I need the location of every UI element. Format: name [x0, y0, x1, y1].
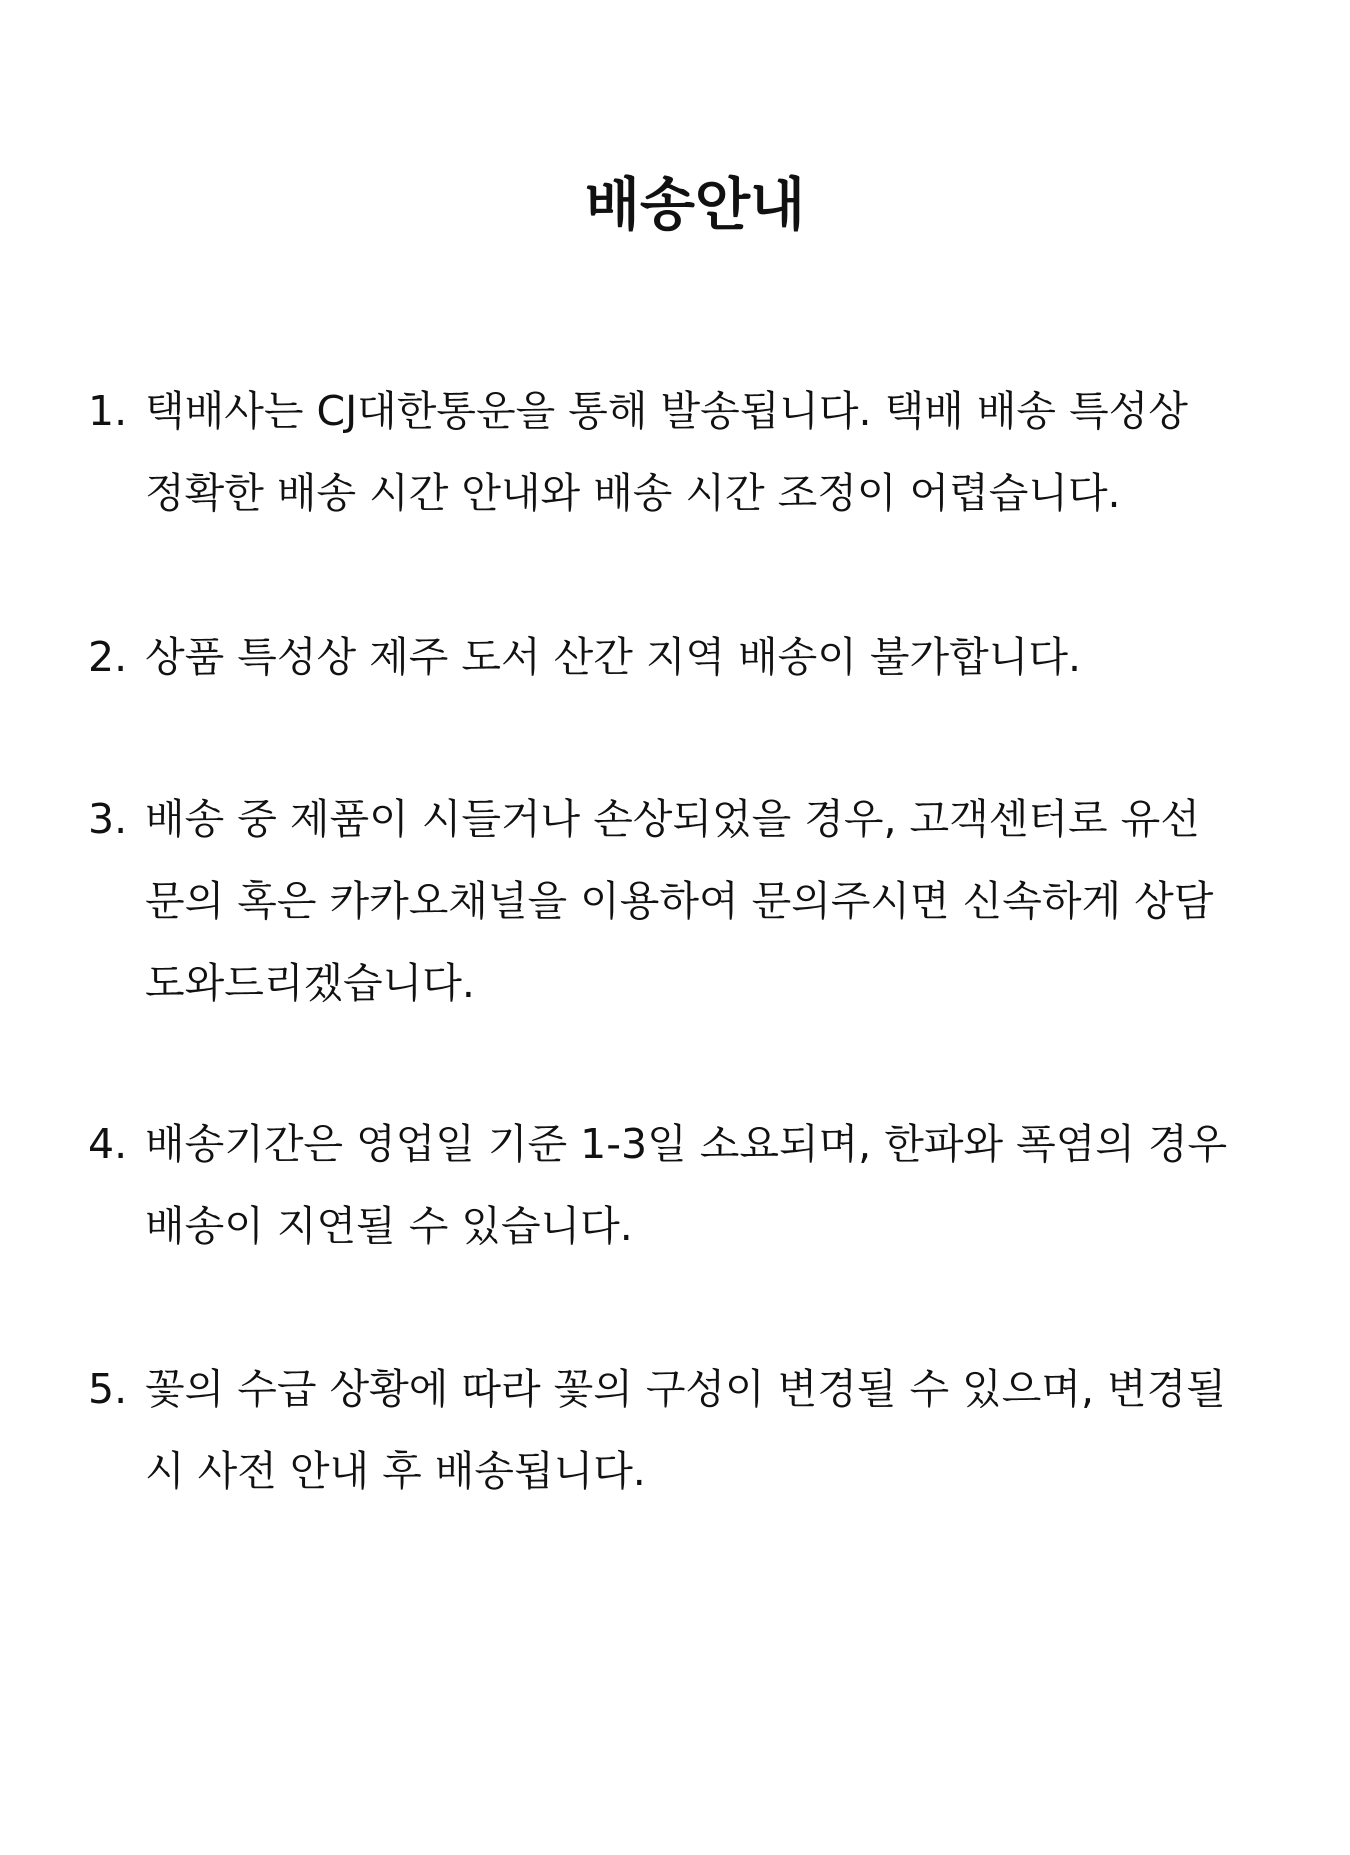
notice-1-line-1: 택배사는 CJ대한통운을 통해 발송됩니다. 택배 배송 특성상	[145, 387, 1188, 435]
notice-3-line-3: 도와드리겠습니다.	[145, 959, 475, 1007]
notice-number-3: 3.	[88, 795, 128, 843]
notice-number-4: 4.	[88, 1120, 128, 1168]
notice-number-2: 2.	[88, 633, 128, 681]
notice-text-2	[145, 616, 1345, 698]
notice-2-line-1: 상품 특성상 제주 도서 산간 지역 배송이 불가합니다.	[145, 633, 1081, 681]
notice-3-line-2: 문의 혹은 카카오채널을 이용하여 문의주시면 신속하게 상담	[145, 877, 1214, 925]
notice-text-4	[145, 1103, 1345, 1267]
notice-text-5	[145, 1348, 1345, 1512]
notice-text-3	[145, 778, 1345, 1024]
notice-4-line-2: 배송이 지연될 수 있습니다.	[145, 1202, 633, 1250]
notice-3-line-1: 배송 중 제품이 시들거나 손상되었을 경우, 고객센터로 유선	[145, 795, 1200, 843]
page-title: 배송안내	[584, 172, 806, 239]
notice-text-1	[145, 370, 1345, 534]
notice-1-line-2: 정확한 배송 시간 안내와 배송 시간 조정이 어렵습니다.	[145, 469, 1121, 517]
notice-number-5: 5.	[88, 1365, 128, 1413]
notice-4-line-1: 배송기간은 영업일 기준 1-3일 소요되며, 한파와 폭염의 경우	[145, 1120, 1228, 1168]
notice-5-line-2: 시 사전 안내 후 배송됩니다.	[145, 1447, 646, 1495]
notice-5-line-1: 꽃의 수급 상황에 따라 꽃의 구성이 변경될 수 있으며, 변경될	[145, 1365, 1226, 1413]
notice-number-1: 1.	[88, 387, 128, 435]
